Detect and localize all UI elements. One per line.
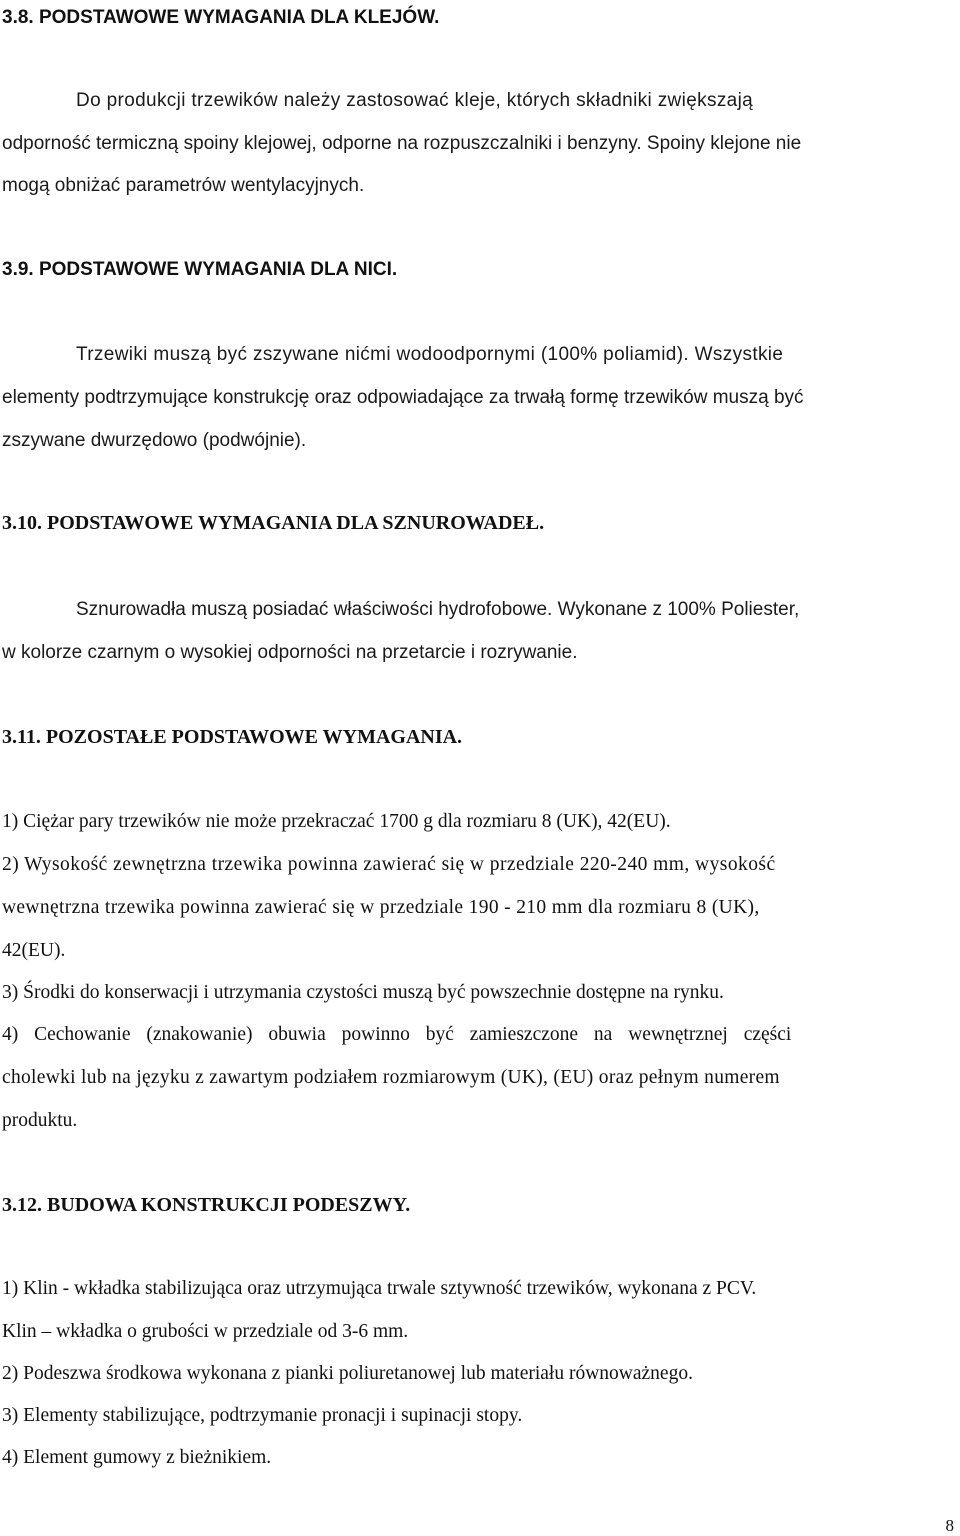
list-item: 1) Klin - wkładka stabilizująca oraz utrzymująca trwale sztywność trzewików, wykonana z PCV. xyxy=(2,1278,757,1299)
paragraph-line: odporność termiczną spoiny klejowej, odporne na rozpuszczalniki i benzyny. Spoiny klejone nie xyxy=(2,133,802,154)
heading-3-9: 3.9. PODSTAWOWE WYMAGANIA DLA NICI. xyxy=(2,259,398,280)
paragraph-line: Klin – wkładka o grubości w przedziale od 3-6 mm. xyxy=(2,1321,409,1342)
heading-3-8: 3.8. PODSTAWOWE WYMAGANIA DLA KLEJÓW. xyxy=(2,7,440,28)
list-item: 4) Cechowanie (znakowanie) obuwia powinno być zamieszczone na wewnętrznej części xyxy=(2,1024,792,1045)
paragraph-line: wewnętrzna trzewika powinna zawierać się w przedziale 190 - 210 mm dla rozmiaru 8 (UK), xyxy=(2,897,760,918)
paragraph-line: cholewki lub na języku z zawartym podziałem rozmiarowym (UK), (EU) oraz pełnym numerem xyxy=(2,1067,780,1088)
paragraph-line: w kolorze czarnym o wysokiej odporności na przetarcie i rozrywanie. xyxy=(2,642,578,663)
heading-3-11: 3.11. POZOSTAŁE PODSTAWOWE WYMAGANIA. xyxy=(2,726,463,748)
paragraph-line: Trzewiki muszą być zszywane nićmi wodoodpornymi (100% poliamid). Wszystkie xyxy=(76,344,784,365)
heading-3-10: 3.10. PODSTAWOWE WYMAGANIA DLA SZNUROWADEŁ. xyxy=(2,512,545,534)
paragraph-line: mogą obniżać parametrów wentylacyjnych. xyxy=(2,175,365,196)
list-item: 4) Element gumowy z bieżnikiem. xyxy=(2,1447,272,1468)
paragraph-line xyxy=(76,91,958,110)
list-item: 3) Elementy stabilizujące, podtrzymanie pronacji i supinacji stopy. xyxy=(2,1405,523,1426)
paragraph-line: Sznurowadła muszą posiadać właściwości hydrofobowe. Wykonane z 100% Poliester, xyxy=(76,599,800,620)
list-item: 3) Środki do konserwacji i utrzymania czystości muszą być powszechnie dostępne na rynku. xyxy=(2,982,724,1003)
list-item: 2) Wysokość zewnętrzna trzewika powinna zawierać się w przedziale 220-240 mm, wysokość xyxy=(2,854,776,875)
list-item: 1) Ciężar pary trzewików nie może przekraczać 1700 g dla rozmiaru 8 (UK), 42(EU). xyxy=(2,811,671,832)
page-number: 8 xyxy=(945,1516,954,1535)
paragraph-line: produktu. xyxy=(2,1110,78,1131)
paragraph-line: 42(EU). xyxy=(2,940,66,961)
paragraph-text: Do produkcji trzewików należy zastosować kleje, których składniki zwiększają xyxy=(76,90,754,111)
list-item: 2) Podeszwa środkowa wykonana z pianki poliuretanowej lub materiału równoważnego. xyxy=(2,1363,693,1384)
heading-3-12: 3.12. BUDOWA KONSTRUKCJI PODESZWY. xyxy=(2,1194,411,1216)
paragraph-line: zszywane dwurzędowo (podwójnie). xyxy=(2,430,307,451)
paragraph-line: elementy podtrzymujące konstrukcję oraz odpowiadające za trwałą formę trzewików muszą być xyxy=(2,387,804,408)
